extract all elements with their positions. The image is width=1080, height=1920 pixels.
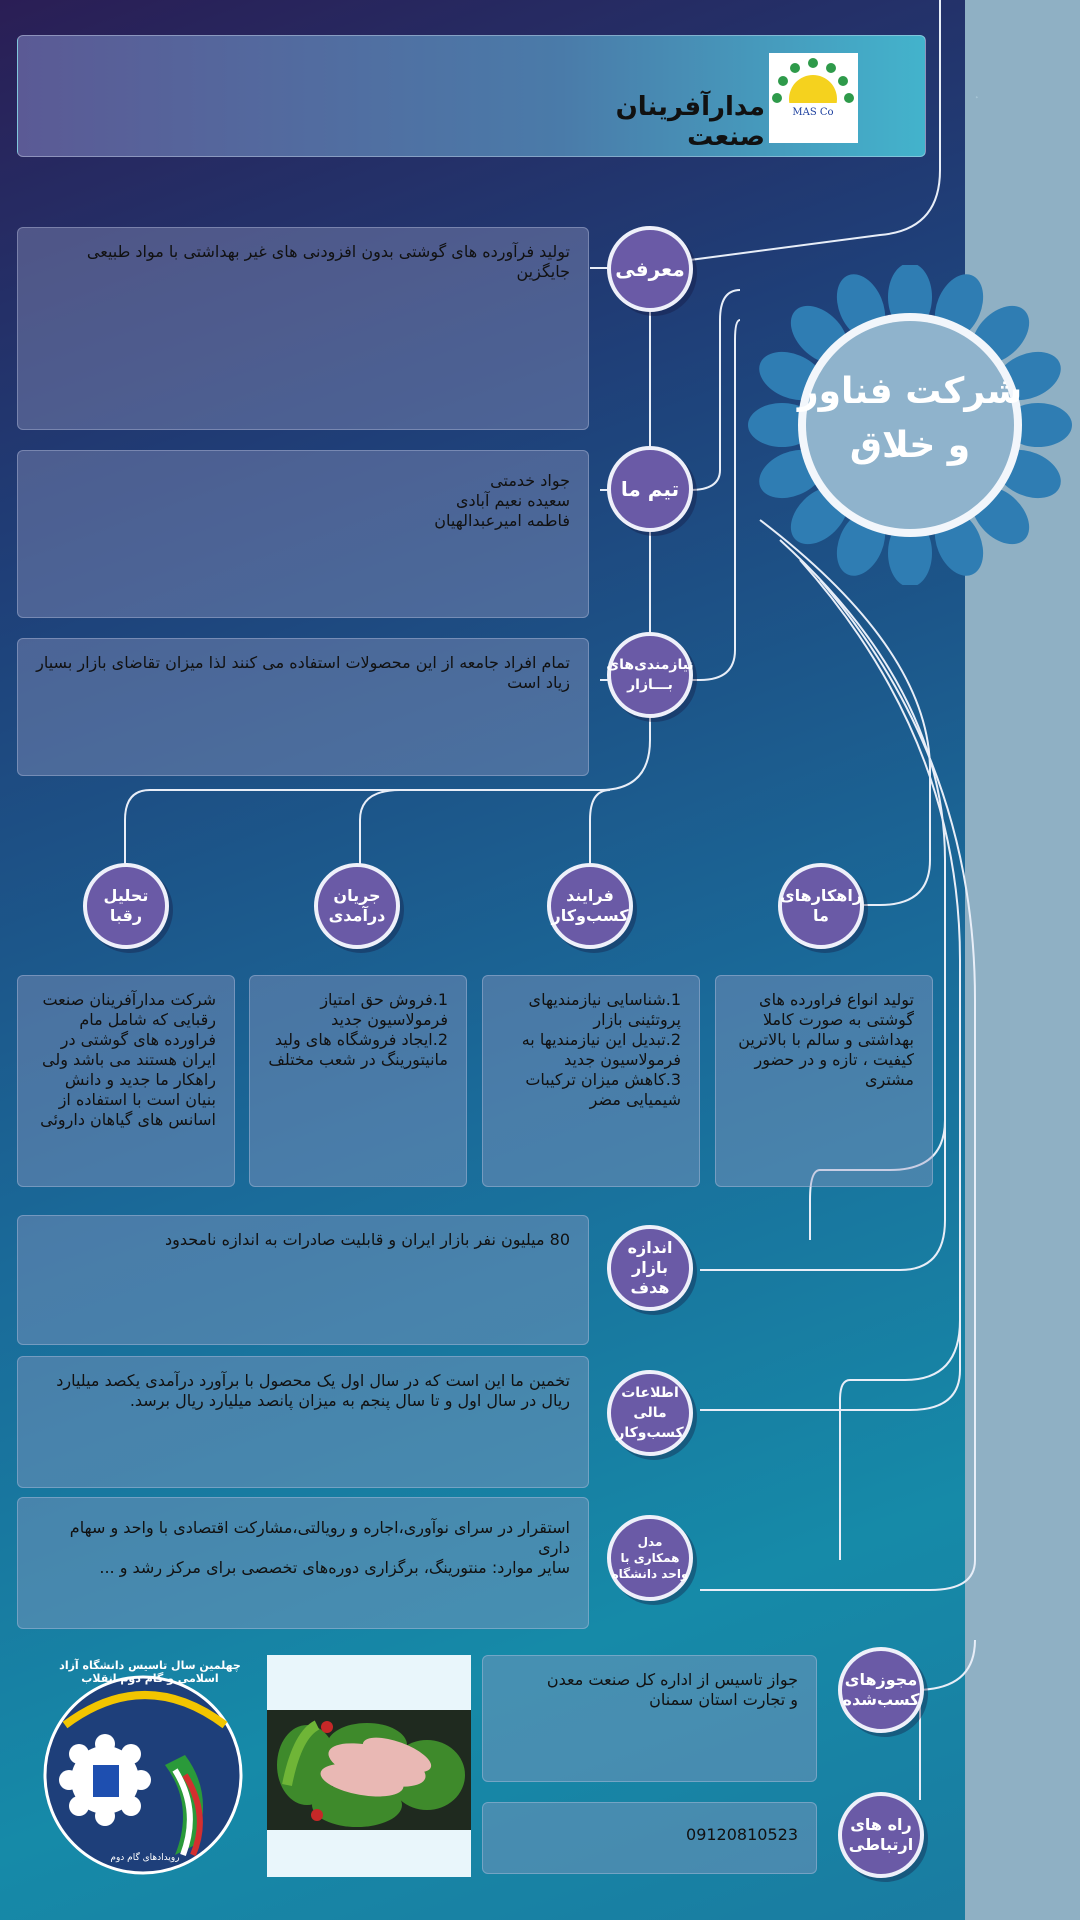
target-market-panel [17, 1215, 589, 1345]
competitors-text: شرکت مدارآفرینان صنعت رقبایی که شامل مام فراورده های گوشتی در ایران هستند می باشد ولی راهکار ما جدید و دانش بنیان است با استفاده از اسانس های گیاهان داروئی [40, 990, 216, 1129]
target-market-label-2: هدف [630, 1278, 670, 1297]
target-market-label-1: اندازه بازار [627, 1238, 673, 1277]
solutions-text: تولید انواع فراورده های گوشتی به صورت کاملا بهداشتی و سالم با بالاترین کیفیت ، تازه و در حضور مشتری [738, 990, 914, 1089]
emblem-ring-text: چهلمین سال تاسیس دانشگاه آزاد اسلامی و گام دوم انقلاب [59, 1659, 241, 1685]
financial-label-1: اطلاعات مالی [621, 1385, 679, 1421]
financial-text: تخمین ما این است که در سال اول یک محصول با برآورد درآمدی یکصد میلیارد ریال در سال اول و تا سال پنجم به میزان پانصد میلیارد ریال برسد. [56, 1371, 570, 1410]
solutions-label-2: ما [813, 906, 829, 925]
process-circle [547, 863, 633, 949]
cooperation-label-3: واحد دانشگاه [611, 1567, 689, 1581]
team-circle [607, 446, 693, 532]
process-panel [482, 975, 700, 1187]
process-label-1: فرایند [566, 886, 614, 905]
competitors-label: تحلیل رقبا [103, 886, 149, 925]
cooperation-circle [607, 1515, 693, 1601]
financial-panel [17, 1356, 589, 1488]
licenses-circle [838, 1647, 924, 1733]
contact-label-2: ارتباطی [848, 1835, 914, 1854]
revenue-label-1: جریان [333, 886, 381, 905]
company-logo [769, 53, 858, 143]
hero-line-1: شرکت فناور [797, 371, 1023, 412]
cooperation-label-2: همکاری با [620, 1551, 680, 1565]
intro-label: معرفی [615, 257, 685, 281]
hero-line-2: و خلاق [849, 425, 971, 466]
revenue-panel [249, 975, 467, 1187]
intro-circle [607, 226, 693, 312]
revenue-item: 1.فروش حق امتیاز فرمولاسیون جدید [320, 990, 448, 1029]
competitors-panel [17, 975, 235, 1187]
market-needs-text: تمام افراد جامعه از این محصولات استفاده می کنند لذا میزان تقاضای بازار بسیار زیاد است [36, 653, 570, 692]
team-member: فاطمه امیرعبدالهیان [434, 511, 570, 530]
cooperation-line: سایر موارد: منتورینگ، برگزاری دوره‌های تخصصی برای مرکز رشد و ... [99, 1558, 570, 1577]
team-member: جواد خدمتی [490, 471, 570, 490]
contact-label-1: راه های [850, 1815, 912, 1834]
contact-circle [838, 1792, 924, 1878]
revenue-label-2: درآمدی [328, 906, 386, 925]
brand-name: مدارآفرینان صنعت [615, 92, 765, 152]
process-label-2: کسب‌وکار [551, 906, 629, 925]
licenses-panel [482, 1655, 817, 1782]
process-item: 1.شناسایی نیازمندیهای پروتئینی بازار [528, 990, 681, 1029]
process-item: 2.تبدیل این نیازمندیها به فرمولاسیون جدید [521, 1030, 681, 1069]
market-needs-label-1: نیازمندی‌های [606, 657, 694, 673]
anniversary-emblem [25, 1655, 250, 1885]
product-photo [267, 1655, 471, 1877]
intro-panel [17, 227, 589, 430]
financial-label-2: کسب‌وکار [616, 1425, 684, 1441]
hero-title [770, 365, 1050, 473]
solutions-panel [715, 975, 933, 1187]
contact-panel [482, 1802, 817, 1874]
emblem-bottom-text: رویدادهای گام دوم [110, 1853, 180, 1863]
process-item: 3.کاهش میزان ترکیبات شیمیایی مضر [525, 1070, 681, 1109]
target-market-text: 80 میلیون نفر بازار ایران و قابلیت صادرات به اندازه نامحدود [165, 1230, 570, 1249]
team-panel [17, 450, 589, 618]
solutions-label-1: راهکارهای [779, 886, 863, 905]
cooperation-label-1: مدل [637, 1535, 663, 1549]
revenue-item: 2.ایجاد فروشگاه های ولید مانیتورینگ در شعب مختلف [268, 1030, 448, 1069]
cooperation-panel [17, 1497, 589, 1629]
licenses-label-1: مجوزهای [844, 1670, 918, 1689]
intro-text: تولید فرآورده های گوشتی بدون افزودنی های غیر بهداشتی با مواد طبیعی جایگزین [86, 242, 570, 281]
licenses-text: جواز تاسیس از اداره کل صنعت معدن و تجارت استان سمنان [546, 1670, 798, 1709]
team-member: سعیده نعیم آبادی [456, 491, 570, 510]
market-needs-label-2: بـــازار [627, 677, 673, 693]
watermark: · [970, 90, 984, 106]
market-needs-panel [17, 638, 589, 776]
financial-circle [607, 1370, 693, 1456]
target-market-circle [607, 1225, 693, 1311]
licenses-label-2: کسب‌شده [842, 1690, 920, 1709]
solutions-circle [778, 863, 864, 949]
contact-phone[interactable]: 09120810523 [686, 1825, 798, 1844]
market-needs-circle [607, 632, 693, 718]
competitors-circle [83, 863, 169, 949]
team-label: تیم ما [620, 477, 680, 501]
cooperation-line: استقرار در سرای نوآوری،اجاره و رویالتی،مشارکت اقتصادی با واحد و سهام داری [69, 1518, 570, 1557]
revenue-circle [314, 863, 400, 949]
logo-text: MAS Co [792, 107, 834, 118]
